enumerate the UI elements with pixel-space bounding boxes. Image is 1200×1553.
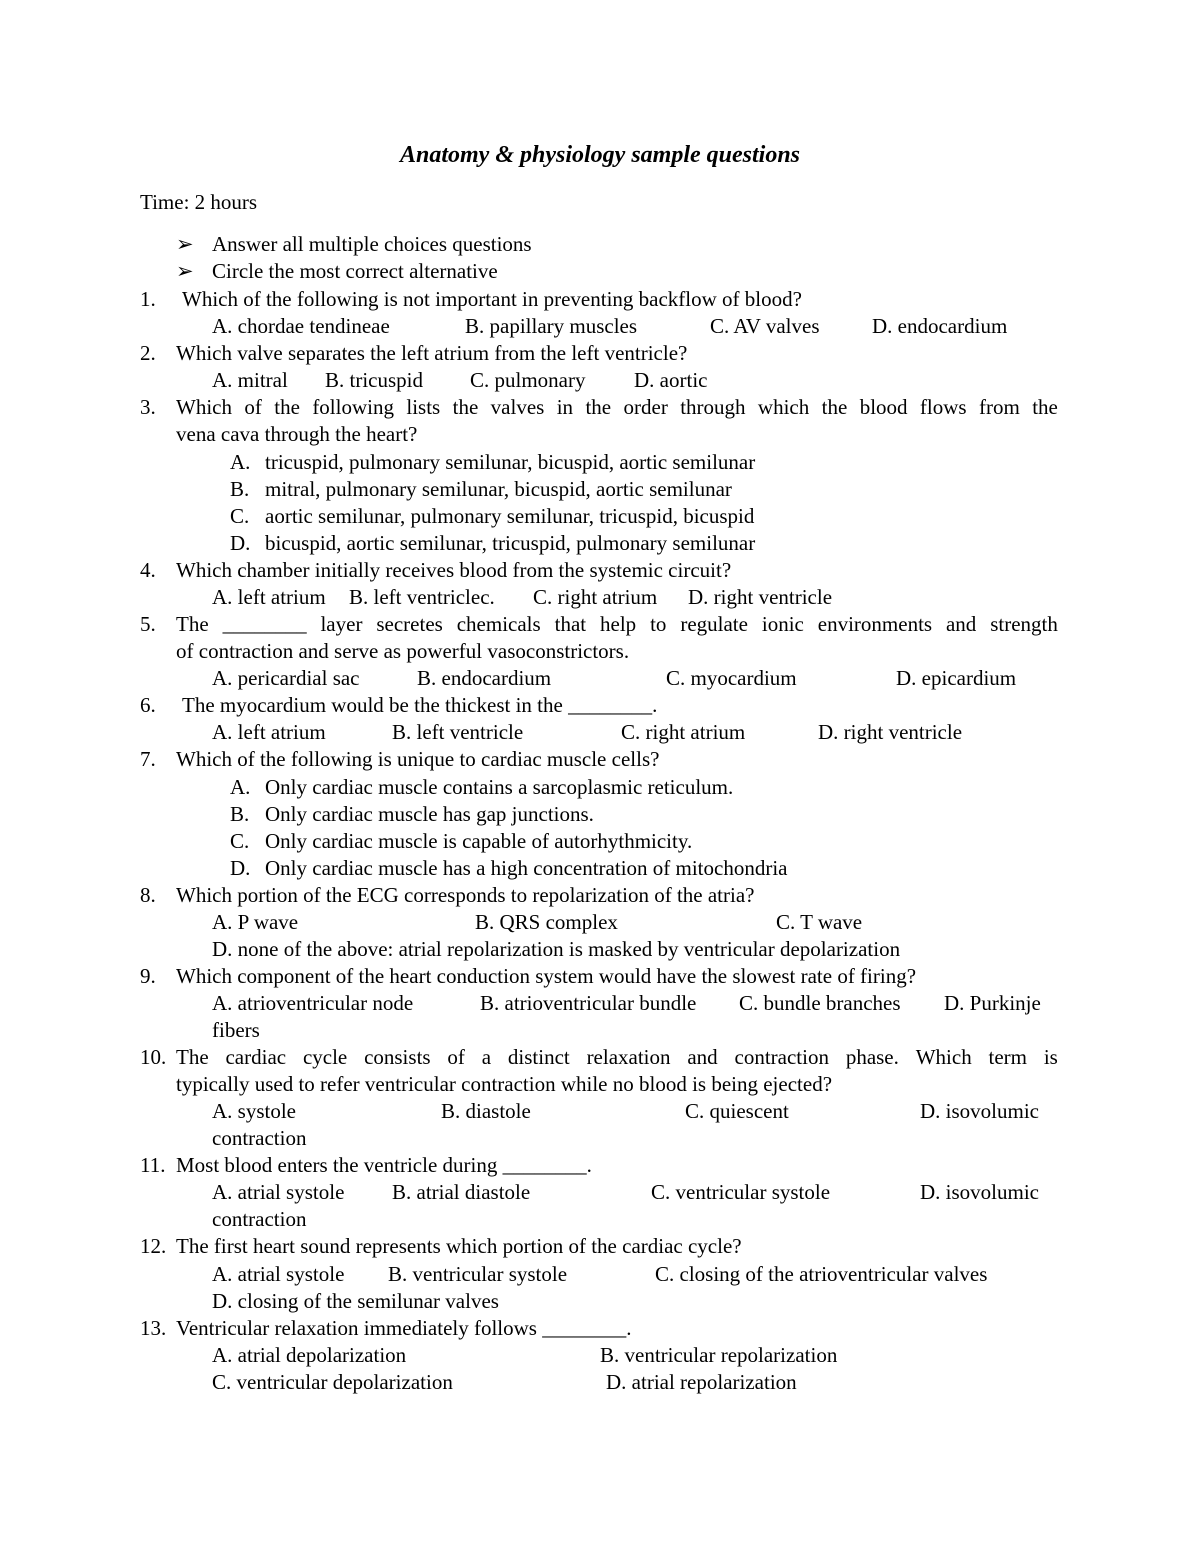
word: the	[821, 395, 848, 419]
question-text: The myocardium would be the thickest in the ________.	[182, 693, 658, 717]
word: to	[650, 612, 667, 636]
question-text: Most blood enters the ventricle during ________.	[176, 1153, 592, 1177]
option-label: D.	[230, 856, 251, 880]
question-text-line-1	[176, 1044, 1058, 1071]
option-a: A. atrioventricular node	[212, 991, 414, 1015]
option-a: A. P wave	[212, 910, 299, 934]
word: of	[447, 1045, 465, 1069]
word: that	[554, 612, 587, 636]
word: ________	[222, 612, 307, 636]
option-d: D. Purkinje	[944, 991, 1041, 1015]
option-c: C. T wave	[776, 910, 863, 934]
option-c: C. right atrium	[533, 585, 658, 609]
option-b: B. tricuspid	[325, 368, 423, 392]
option-a: A. left atrium	[212, 720, 326, 744]
option-text: Only cardiac muscle has gap junctions.	[265, 802, 594, 826]
word: blood	[859, 395, 908, 419]
question-number: 12.	[140, 1234, 167, 1258]
question-text: Which component of the heart conduction system would have the slowest rate of firing?	[176, 964, 917, 988]
word: relaxation	[586, 1045, 671, 1069]
option-b: B. QRS complex	[475, 910, 618, 934]
option-text: bicuspid, aortic semilunar, tricuspid, pulmonary semilunar	[265, 531, 756, 555]
word: help	[600, 612, 637, 636]
word: chemicals	[456, 612, 541, 636]
option-d: D. none of the above: atrial repolarization is masked by ventricular depolarization	[212, 937, 901, 961]
word: consists	[364, 1045, 431, 1069]
option-c: C. bundle branches	[739, 991, 901, 1015]
word: of	[244, 395, 262, 419]
option-c: C. pulmonary	[470, 368, 586, 392]
option-c: C. quiescent	[685, 1099, 789, 1123]
question-number: 7.	[140, 747, 156, 771]
option-d: D. closing of the semilunar valves	[212, 1289, 499, 1313]
question-text-line-2: vena cava through the heart?	[176, 422, 418, 446]
option-a: A. atrial systole	[212, 1262, 345, 1286]
word: flows	[919, 395, 967, 419]
word: and	[945, 612, 977, 636]
word: Which	[915, 1045, 972, 1069]
question-number: 11.	[140, 1153, 166, 1177]
question-number: 1.	[140, 287, 156, 311]
option-c: C. ventricular depolarization	[212, 1370, 453, 1394]
word: strength	[990, 612, 1058, 636]
instruction-2: Circle the most correct alternative	[212, 259, 498, 283]
word: in	[556, 395, 574, 419]
word: cycle	[302, 1045, 348, 1069]
question-text: Which of the following is not important in preventing backflow of blood?	[182, 287, 802, 311]
option-text: aortic semilunar, pulmonary semilunar, tricuspid, bicuspid	[265, 504, 755, 528]
option-b: B. papillary muscles	[465, 314, 638, 338]
question-text-line-2: of contraction and serve as powerful vasoconstrictors.	[176, 639, 630, 663]
option-d: D. isovolumic	[920, 1180, 1039, 1204]
option-b: B. endocardium	[417, 666, 552, 690]
word: the	[452, 395, 479, 419]
option-label: D.	[230, 531, 251, 555]
question-number: 8.	[140, 883, 156, 907]
option-b: B. ventricular repolarization	[600, 1343, 838, 1367]
option-d: D. right ventricle	[818, 720, 963, 744]
option-b: B. diastole	[441, 1099, 531, 1123]
question-number: 3.	[140, 395, 156, 419]
word: environments	[817, 612, 933, 636]
option-a: A. atrial depolarization	[212, 1343, 407, 1367]
word: the	[585, 395, 612, 419]
option-b: B. ventricular systole	[388, 1262, 568, 1286]
arrow-bullet-icon: ➢	[176, 259, 194, 283]
word: distinct	[507, 1045, 570, 1069]
option-d: D. isovolumic	[920, 1099, 1039, 1123]
option-c: C. myocardium	[666, 666, 797, 690]
question-text-line-1	[176, 611, 1058, 638]
question-text: Which of the following is unique to cardiac muscle cells?	[176, 747, 660, 771]
question-text: Which portion of the ECG corresponds to repolarization of the atria?	[176, 883, 755, 907]
word: phase.	[845, 1045, 899, 1069]
option-a: A. left atrium	[212, 585, 326, 609]
word: through	[680, 395, 746, 419]
word: order	[623, 395, 668, 419]
option-b: B. atrial diastole	[392, 1180, 531, 1204]
question-text-line-1	[176, 394, 1058, 421]
option-label: B.	[230, 477, 250, 501]
word: a	[481, 1045, 492, 1069]
word: is	[1043, 1045, 1058, 1069]
option-a: A. atrial systole	[212, 1180, 345, 1204]
word: regulate	[680, 612, 748, 636]
word: following	[312, 395, 394, 419]
question-number: 2.	[140, 341, 156, 365]
option-label: A.	[230, 775, 251, 799]
word: from	[978, 395, 1020, 419]
option-text: tricuspid, pulmonary semilunar, bicuspid, aortic semilunar	[265, 450, 756, 474]
instruction-1: Answer all multiple choices questions	[212, 232, 532, 256]
question-number: 9.	[140, 964, 156, 988]
question-number: 4.	[140, 558, 156, 582]
word: valves	[490, 395, 545, 419]
word: The	[176, 1045, 209, 1069]
option-d-continued: contraction	[212, 1207, 307, 1231]
option-text: Only cardiac muscle is capable of autorhythmicity.	[265, 829, 693, 853]
option-b: B. left ventriclec.	[349, 585, 495, 609]
option-d: D. endocardium	[872, 314, 1008, 338]
option-d-continued: fibers	[212, 1018, 260, 1042]
word: layer	[320, 612, 363, 636]
option-d-continued: contraction	[212, 1126, 307, 1150]
word: Which	[176, 395, 232, 419]
question-number: 13.	[140, 1316, 167, 1340]
question-text: Ventricular relaxation immediately follows ________.	[176, 1316, 632, 1340]
page-title: Anatomy & physiology sample questions	[399, 142, 801, 168]
option-c: C. AV valves	[710, 314, 820, 338]
word: secretes	[376, 612, 443, 636]
option-c: C. right atrium	[621, 720, 746, 744]
question-text-line-2: typically used to refer ventricular contraction while no blood is being ejected?	[176, 1072, 833, 1096]
option-a: A. mitral	[212, 368, 288, 392]
arrow-bullet-icon: ➢	[176, 232, 194, 256]
option-c: C. ventricular systole	[651, 1180, 831, 1204]
option-b: B. atrioventricular bundle	[480, 991, 697, 1015]
word: the	[274, 395, 300, 419]
option-text: Only cardiac muscle has a high concentration of mitochondria	[265, 856, 788, 880]
word: lists	[406, 395, 441, 419]
question-number: 10.	[140, 1045, 167, 1069]
option-a: A. systole	[212, 1099, 296, 1123]
question-number: 5.	[140, 612, 156, 636]
option-d: D. aortic	[634, 368, 708, 392]
option-b: B. left ventricle	[392, 720, 524, 744]
word: The	[176, 612, 209, 636]
option-c: C. closing of the atrioventricular valves	[655, 1262, 988, 1286]
question-text: Which chamber initially receives blood from the systemic circuit?	[176, 558, 732, 582]
word: and	[687, 1045, 718, 1069]
option-label: A.	[230, 450, 251, 474]
option-d: D. right ventricle	[688, 585, 833, 609]
question-text: Which valve separates the left atrium from the left ventricle?	[176, 341, 688, 365]
option-label: C.	[230, 504, 250, 528]
question-number: 6.	[140, 693, 156, 717]
option-label: C.	[230, 829, 250, 853]
option-a: A. pericardial sac	[212, 666, 360, 690]
word: ionic	[761, 612, 804, 636]
word: term	[988, 1045, 1028, 1069]
word: cardiac	[225, 1045, 287, 1069]
time-label: Time: 2 hours	[140, 190, 258, 214]
word: contraction	[734, 1045, 829, 1069]
option-a: A. chordae tendineae	[212, 314, 390, 338]
option-text: Only cardiac muscle contains a sarcoplasmic reticulum.	[265, 775, 734, 799]
option-d: D. atrial repolarization	[606, 1370, 797, 1394]
option-label: B.	[230, 802, 250, 826]
word: which	[757, 395, 810, 419]
option-d: D. epicardium	[896, 666, 1017, 690]
question-text: The first heart sound represents which portion of the cardiac cycle?	[176, 1234, 742, 1258]
option-text: mitral, pulmonary semilunar, bicuspid, aortic semilunar	[265, 477, 732, 501]
word: the	[1032, 395, 1058, 419]
